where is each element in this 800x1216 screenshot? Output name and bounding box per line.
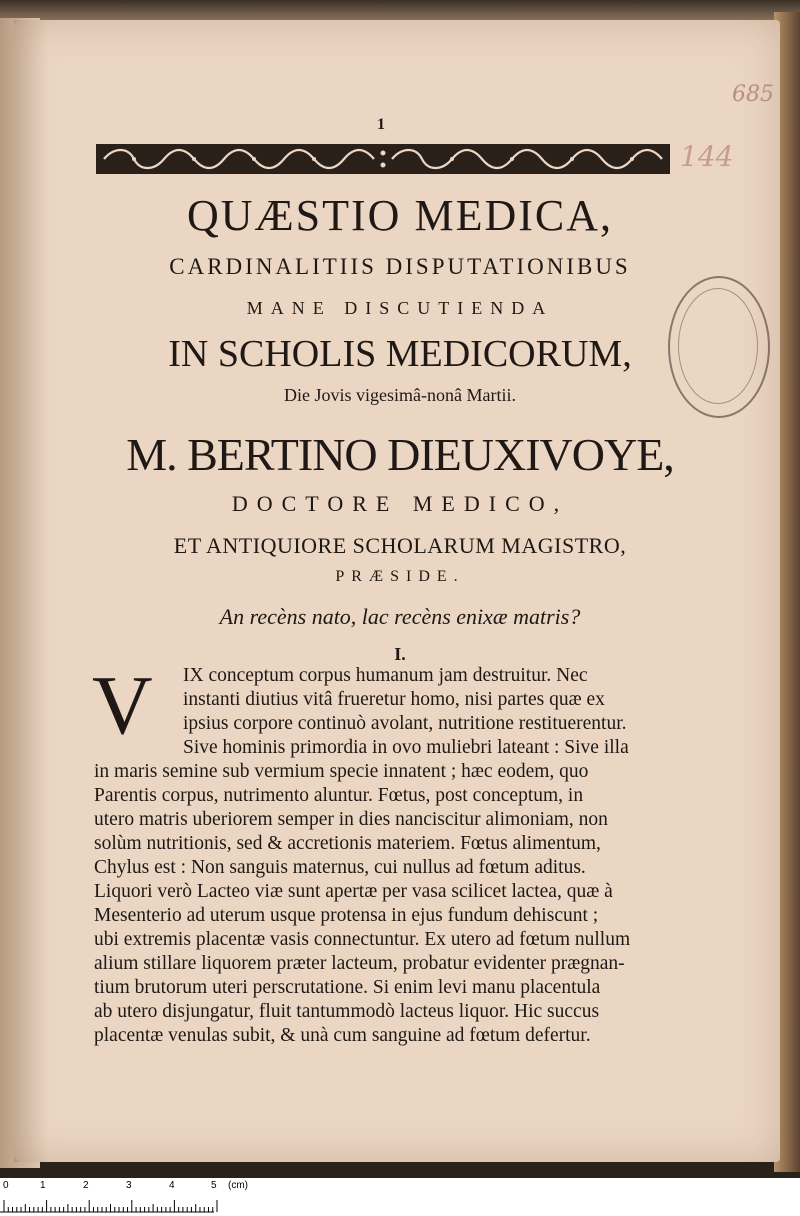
body-line: IX conceptum corpus humanum jam destruitur. Nec xyxy=(183,665,588,686)
title-line3: MANE DISCUTIENDA xyxy=(246,298,554,318)
title-line2: CARDINALITIIS DISPUTATIONIBUS xyxy=(169,254,631,279)
body-line: solùm nutritionis, sed & accretionis materiem. Fœtus alimentum, xyxy=(94,833,601,854)
ruler-ticks xyxy=(0,1192,230,1216)
body-line: ab utero disjungatur, fluit tantummodò lacteus liquor. Hic succus xyxy=(94,1001,600,1022)
body-line: in maris semine sub vermium specie innatent ; hæc eodem, quo xyxy=(94,761,589,782)
ruler-mark: 3 xyxy=(126,1180,132,1191)
body-line: Parentis corpus, nutrimento aluntur. Fœtus, post conceptum, in xyxy=(94,785,584,806)
body-line: ubi extremis placentæ vasis connectuntur. Ex utero ad fœtum nullum xyxy=(94,929,631,950)
title-date: Die Jovis vigesimâ-nonâ Martii. xyxy=(284,385,516,405)
body-line: placentæ venulas subit, & unà cum sanguine ad fœtum defertur. xyxy=(94,1025,591,1046)
ruler-mark: 4 xyxy=(169,1180,175,1191)
ruler-mark: 2 xyxy=(83,1180,89,1191)
body-line: Sive hominis primordia in ovo muliebri lateant : Sive illa xyxy=(183,737,629,758)
ornamental-band xyxy=(96,144,670,174)
body-line: ipsius corpore continuò avolant, nutritione restituerentur. xyxy=(183,713,627,734)
page-number: 1 xyxy=(377,116,385,133)
body-line: Mesenterio ad uterum usque protensa in ejus fundum dehiscunt ; xyxy=(94,905,599,926)
ruler-mark: 5 xyxy=(211,1180,217,1191)
book-top-edge xyxy=(0,0,800,22)
body-line: tium brutorum uteri perscrutatione. Si enim levi manu placentula xyxy=(94,977,601,998)
handwritten-number-side: 144 xyxy=(680,140,734,173)
presider-role3: PRÆSIDE. xyxy=(335,568,465,585)
ruler-unit: (cm) xyxy=(228,1180,248,1191)
ruler-mark: 1 xyxy=(40,1180,46,1191)
body-line: utero matris uberiorem semper in dies nanciscitur alimoniam, non xyxy=(94,809,608,830)
ruler-mark: 0 xyxy=(3,1180,9,1191)
body-line: instanti diutius vitâ frueretur homo, nisi partes quæ ex xyxy=(183,689,605,710)
title-main: QUÆSTIO MEDICA, xyxy=(187,191,613,240)
drop-cap: V xyxy=(92,659,153,752)
thesis-question: An recèns nato, lac recèns enixæ matris? xyxy=(219,604,581,629)
presider-role1: DOCTORE MEDICO, xyxy=(231,491,569,516)
title-line4: IN SCHOLIS MEDICORUM, xyxy=(168,333,632,375)
body-line: Chylus est : Non sanguis maternus, cui nullus ad fœtum aditus. xyxy=(94,857,586,878)
presider-name: M. BERTINO DIEUXIVOYE, xyxy=(126,429,674,480)
presider-role2: ET ANTIQUIORE SCHOLARUM MAGISTRO, xyxy=(173,533,627,558)
section-number: I. xyxy=(394,644,406,664)
handwritten-number-top: 685 xyxy=(732,82,774,107)
body-line: alium stillare liquorem præter lacteum, probatur evidenter prægnan- xyxy=(94,953,625,974)
body-line: Liquori verò Lacteo viæ sunt apertæ per vasa scilicet lactea, quæ à xyxy=(94,881,613,902)
scale-ruler xyxy=(0,1178,800,1216)
